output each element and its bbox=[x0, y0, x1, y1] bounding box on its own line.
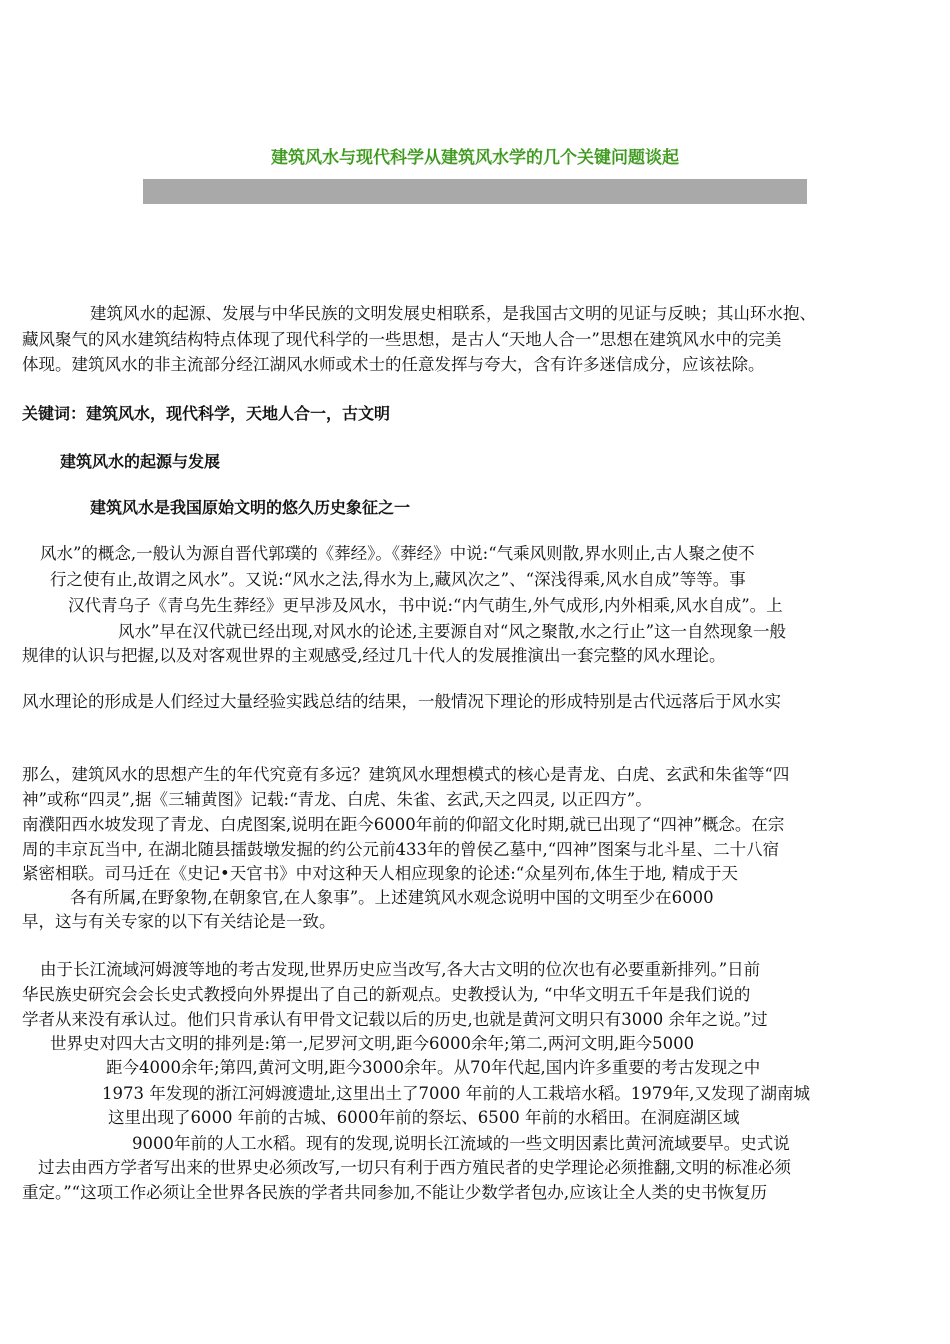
paragraph-line: 紧密相联。司马迁在《史记•天官书》中对这种天人相应现象的论述:“众星列布,体生于地, 精成于天 bbox=[22, 864, 738, 883]
title-divider-bar bbox=[143, 179, 807, 204]
paragraph-line: 那么，建筑风水的思想产生的年代究竟有多远？建筑风水理想模式的核心是青龙、白虎、玄武和朱雀等“四 bbox=[22, 765, 790, 784]
paragraph-line: 过去由西方学者写出来的世界史必须改写,一切只有利于西方殖民者的史学理论必须推翻,文明的标准必须 bbox=[38, 1158, 791, 1177]
paragraph-line: 学者从来没有承认过。他们只肯承认有甲骨文记载以后的历史,也就是黄河文明只有3000 余年之说。”过 bbox=[22, 1010, 768, 1029]
paragraph-line: 世界史对四大古文明的排列是:第一,尼罗河文明,距今6000余年;第二,两河文明,距今5000 bbox=[50, 1034, 695, 1053]
document-title: 建筑风水与现代科学从建筑风水学的几个关键问题谈起 bbox=[271, 148, 679, 168]
paragraph-line: 风水”早在汉代就已经出现,对风水的论述,主要源自对“风之聚散,水之行止”这一自然现象一般 bbox=[118, 622, 787, 641]
paragraph-line: 早，这与有关专家的以下有关结论是一致。 bbox=[22, 912, 336, 931]
abstract-line: 藏风聚气的风水建筑结构特点体现了现代科学的一些思想，是古人“天地人合一”思想在建筑风水中的完美 bbox=[22, 330, 782, 349]
paragraph-line: 9000年前的人工水稻。现有的发现,说明长江流域的一些文明因素比黄河流域要早。史式说 bbox=[132, 1134, 790, 1153]
paragraph-line: 南濮阳西水坡发现了青龙、白虎图案,说明在距今6000年前的仰韶文化时期,就已出现了“四神”概念。在宗 bbox=[22, 815, 785, 834]
paragraph-line: 周的丰京瓦当中, 在湖北随县擂鼓墩发掘的约公元前433年的曾侯乙墓中,“四神”图案与北斗星、二十八宿 bbox=[22, 840, 780, 859]
paragraph-line: 神”或称“四灵”,据《三辅黄图》记载:“青龙、白虎、朱雀、玄武,天之四灵, 以正四方”。 bbox=[22, 790, 652, 809]
paragraph-line: 重定。”“这项工作必须让全世界各民族的学者共同参加,不能让少数学者包办,应该让全人类的史书恢复历 bbox=[22, 1183, 768, 1202]
paragraph-line: 这里出现了6000 年前的古城、6000年前的祭坛、6500 年前的水稻田。在洞庭湖区域 bbox=[108, 1108, 740, 1127]
paragraph-line: 规律的认识与把握,以及对客观世界的主观感受,经过几十代人的发展推演出一套完整的风水理论。 bbox=[22, 646, 726, 665]
paragraph-line: 华民族史研究会会长史式教授向外界提出了自己的新观点。史教授认为, “中华文明五千年是我们说的 bbox=[22, 985, 751, 1004]
paragraph-line: 距今4000余年;第四,黄河文明,距今3000余年。从70年代起,国内许多重要的考古发现之中 bbox=[106, 1058, 761, 1077]
section-heading: 建筑风水的起源与发展 bbox=[60, 452, 221, 471]
paragraph-line: 各有所属,在野象物,在朝象官,在人象事”。上述建筑风水观念说明中国的文明至少在6000 bbox=[70, 888, 714, 907]
paragraph-line: 行之使有止,故谓之风水”。又说:“风水之法,得水为上,藏风次之”、“深浅得乘,风水自成”等等。事 bbox=[50, 570, 746, 589]
subsection-heading: 建筑风水是我国原始文明的悠久历史象征之一 bbox=[90, 498, 411, 517]
abstract-line: 建筑风水的起源、发展与中华民族的文明发展史相联系，是我国古文明的见证与反映；其山环水抱、 bbox=[90, 304, 816, 323]
paragraph-line: 汉代青乌子《青乌先生葬经》更早涉及风水，书中说:“内气萌生,外气成形,内外相乘,风水自成”。上 bbox=[68, 596, 783, 615]
paragraph-line: 由于长江流域河姆渡等地的考古发现,世界历史应当改写,各大古文明的位次也有必要重新排列。”日前 bbox=[40, 960, 761, 979]
paragraph-line: 1973 年发现的浙江河姆渡遗址,这里出土了7000 年前的人工栽培水稻。1979年,又发现了湖南城 bbox=[102, 1084, 810, 1103]
paragraph-line: 风水理论的形成是人们经过大量经验实践总结的结果，一般情况下理论的形成特别是古代远落后于风水实 bbox=[22, 692, 781, 711]
keywords-line: 关键词：建筑风水，现代科学，天地人合一，古文明 bbox=[22, 404, 391, 423]
abstract-line: 体现。建筑风水的非主流部分经江湖风水师或术士的任意发挥与夸大，含有许多迷信成分，应该祛除。 bbox=[22, 355, 765, 374]
paragraph-line: 风水”的概念,一般认为源自晋代郭璞的《葬经》。《葬经》中说:“气乘风则散,界水则止,古人聚之使不 bbox=[40, 544, 755, 563]
